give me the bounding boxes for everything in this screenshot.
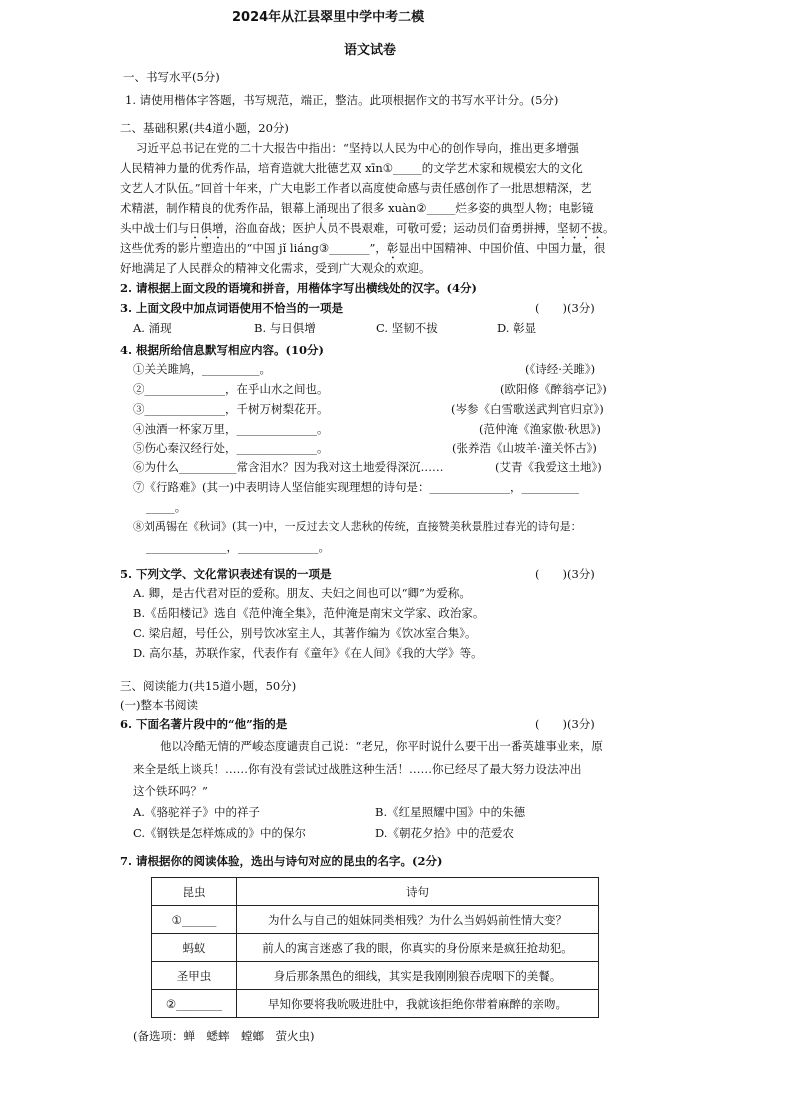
passage-line-4: 术精湛，制作精良的优秀作品，银幕上涌现出了很多 xuàn②_____烂多姿的典型人物；电影镜: [120, 201, 594, 215]
passage-line-5: 头中战士们与日俱增，浴血奋战；医护人员不畏艰难，可敬可爱；运动员们奋勇拼搏，坚韧不拔。: [120, 221, 615, 235]
table-header-verse: 诗句: [237, 878, 599, 906]
page-subtitle: 语文试卷: [344, 43, 397, 58]
q3-option-b: B. 与日俱增: [254, 321, 316, 335]
table-row: [152, 962, 599, 990]
question-6-score: ( )(3分): [535, 717, 595, 731]
q4-line-2-source: (欧阳修《醉翁亭记》): [500, 382, 607, 396]
passage-line-1: 习近平总书记在党的二十大报告中指出：“坚持以人民为中心的创作导向，推出更多增强: [136, 141, 579, 155]
table-cell-verse: 早知你要将我吮吸进肚中，我就该拒绝你带着麻醉的亲吻。: [237, 990, 599, 1018]
insect-table: [151, 877, 599, 1018]
options-note: (备选项：蝉 蟋蟀 螳螂 萤火虫): [133, 1029, 315, 1043]
q4-line-8-cont: ______________，______________。: [146, 540, 330, 554]
table-header-row: [152, 878, 599, 906]
table-cell-verse: 前人的寓言迷惑了我的眼，你真实的身份原来是疯狂抢劫犯。: [237, 934, 599, 962]
q4-line-3: ③______________，千树万树梨花开。: [133, 402, 329, 416]
question-6: 6. 下面名著片段中的“他”指的是: [120, 717, 288, 731]
passage-line-6: 这些优秀的影片塑造出的“中国 jǐ liáng③_______”，彰显出中国精神、中国价值、中国力量，很: [120, 241, 606, 255]
q4-line-4-source: (范仲淹《渔家傲·秋思》): [479, 422, 601, 436]
q5-option-c: C. 梁启超，号任公，别号饮冰室主人，其著作编为《饮冰室合集》。: [133, 626, 477, 640]
table-header-insect: 昆虫: [152, 878, 237, 906]
q4-line-7-cont: _____。: [146, 500, 187, 514]
q4-line-6: ⑥为什么__________常含泪水？因为我对这土地爱得深沉……: [133, 460, 444, 474]
question-3-score: ( )(3分): [535, 301, 595, 315]
q6-option-b: B.《红星照耀中国》中的朱德: [375, 805, 526, 819]
question-1: 1. 请使用楷体字答题，书写规范，端正，整洁。此项根据作文的书写水平计分。(5分): [125, 93, 559, 107]
question-2: 2. 请根据上面文段的语境和拼音，用楷体字写出横线处的汉字。(4分): [120, 281, 477, 295]
table-row: [152, 906, 599, 934]
section1-heading: 一、书写水平(5分): [123, 70, 220, 84]
q6-option-c: C.《钢铁是怎样炼成的》中的保尔: [133, 826, 307, 840]
q4-line-6-source: (艾青《我爱这土地》): [495, 460, 602, 474]
q4-line-8: ⑧刘禹锡在《秋词》(其一)中，一反过去文人悲秋的传统，直接赞美秋景胜过春光的诗句是：: [133, 520, 582, 533]
passage-line-7: 好地满足了人民群众的精神文化需求，受到广大观众的欢迎。: [120, 261, 431, 275]
q5-option-d: D. 高尔基，苏联作家，代表作有《童年》《在人间》《我的大学》等。: [133, 646, 483, 660]
q4-line-2: ②______________，在乎山水之间也。: [133, 382, 329, 396]
q4-line-1-source: (《诗经·关雎》): [525, 362, 596, 376]
q5-option-a: A. 卿，是古代君对臣的爱称。朋友、夫妇之间也可以“卿”为爱称。: [133, 586, 471, 600]
q3-option-a: A. 涌现: [133, 321, 172, 335]
table-cell-insect: ②________: [152, 990, 237, 1018]
table-cell-insect: 蚂蚁: [152, 934, 237, 962]
q3-option-c: C. 坚韧不拔: [376, 321, 438, 335]
q6-passage-2: 来全是纸上谈兵！……你有没有尝试过战胜这种生活！……你已经尽了最大努力设法冲出: [133, 762, 582, 776]
q6-passage-3: 这个铁环吗？”: [133, 784, 208, 798]
question-7: 7. 请根据你的阅读体验，选出与诗句对应的昆虫的名字。(2分): [120, 854, 443, 868]
q3-option-d: D. 彰显: [497, 321, 537, 335]
table-cell-verse: 为什么与自己的姐妹同类相残？为什么当妈妈前性情大变？: [237, 906, 599, 934]
passage-line-2: 人民精神力量的优秀作品，培育造就大批德艺双 xīn①_____的文学艺术家和规模宏大的文化: [120, 161, 583, 175]
q4-line-3-source: (岑参《白雪歌送武判官归京》): [451, 402, 604, 416]
q6-option-d: D.《朝花夕拾》中的范爱农: [375, 826, 514, 840]
table-cell-verse: 身后那条黑色的细线，其实是我刚刚狼吞虎咽下的美餐。: [237, 962, 599, 990]
q6-option-a: A.《骆驼祥子》中的祥子: [133, 805, 260, 819]
table-cell-insect: ①______: [152, 906, 237, 934]
table-cell-insect: 圣甲虫: [152, 962, 237, 990]
q5-option-b: B.《岳阳楼记》选自《范仲淹全集》，范仲淹是南宋文学家、政治家。: [133, 606, 485, 620]
table-row: [152, 934, 599, 962]
q4-line-5: ⑤伤心秦汉经行处，______________。: [133, 441, 329, 455]
section2-heading: 二、基础积累(共4道小题，20分): [120, 121, 289, 135]
q4-line-5-source: (张养浩《山坡羊·潼关怀古》): [452, 441, 597, 455]
question-5: 5. 下列文学、文化常识表述有误的一项是: [120, 567, 332, 581]
passage-line-3: 文艺人才队伍。”回首十年来，广大电影工作者以高度使命感与责任感创作了一批思想精深，艺: [120, 181, 592, 195]
q4-line-7: ⑦《行路难》(其一)中表明诗人坚信能实现理想的诗句是：______________，__________: [133, 480, 579, 494]
question-4: 4. 根据所给信息默写相应内容。(10分): [120, 343, 324, 357]
question-3: 3. 上面文段中加点词语使用不恰当的一项是: [120, 301, 344, 315]
section3-sub1: (一)整本书阅读: [120, 698, 198, 712]
section3-heading: 三、阅读能力(共15道小题，50分): [120, 679, 297, 693]
q4-line-1: ①关关雎鸠，__________。: [133, 362, 271, 376]
q6-passage-1: 他以冷酷无情的严峻态度谴责自己说：“老兄，你平时说什么要干出一番英雄事业来，原: [160, 739, 603, 753]
page-title: 2024年从江县翠里中学中考二模: [232, 10, 425, 25]
q4-line-4: ④浊酒一杯家万里，______________。: [133, 422, 329, 436]
table-row: [152, 990, 599, 1018]
question-5-score: ( )(3分): [535, 567, 595, 581]
